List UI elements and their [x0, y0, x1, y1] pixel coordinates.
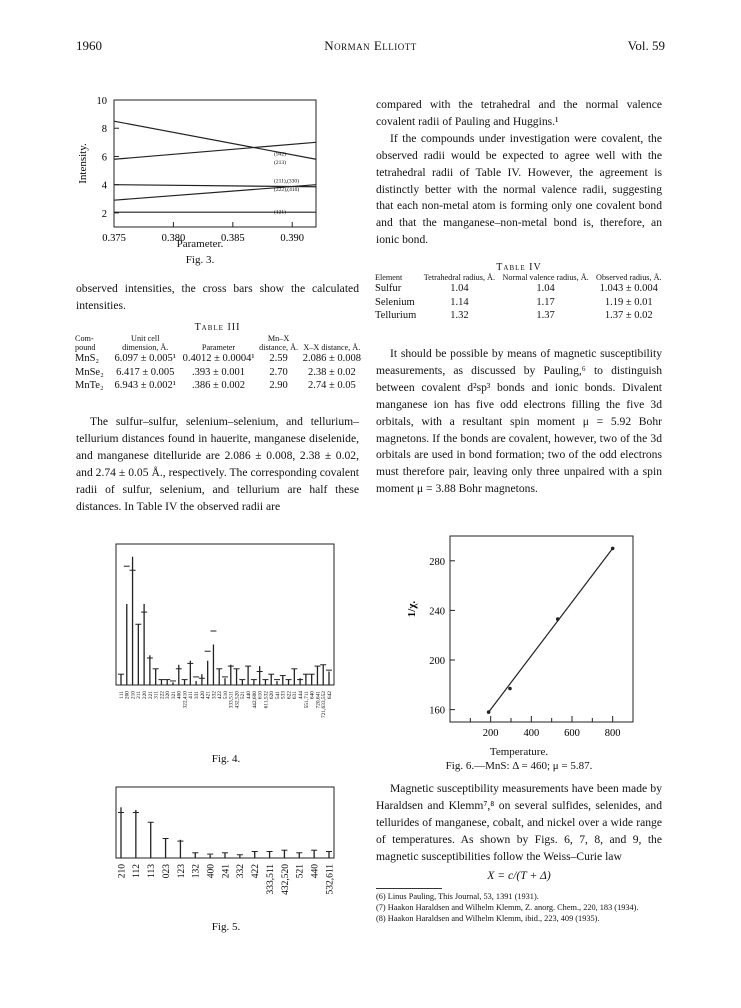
fig4-hkl-label: 620	[269, 691, 276, 700]
fig4-hkl-label: 510	[222, 691, 229, 700]
fig5-hkl-label: 123	[176, 864, 187, 879]
fig4-hkl-label: 551,711	[303, 691, 310, 709]
fig6-y-tick-label: 240	[429, 606, 445, 618]
fig5-hkl-label: 210	[117, 864, 128, 879]
fig3-line-label: (213)	[274, 160, 286, 167]
fig3-x-tick-label: 0.385	[221, 233, 245, 244]
table3-cell: .386 ± 0.002	[192, 380, 246, 391]
fig4-hkl-label: 432,520	[234, 691, 241, 709]
fig3-line-label: (121)	[274, 209, 286, 216]
table3-header-cell: Mn–X distance, Å.	[259, 334, 299, 352]
table3-title: Table III	[194, 322, 241, 333]
table4-cell: 1.043 ± 0.004	[599, 283, 658, 294]
fig5-chart	[112, 783, 340, 913]
table3-header-row	[73, 334, 363, 352]
fig4-hkl-label: 541	[274, 691, 281, 700]
right-column-mid	[376, 346, 662, 498]
fig5-caption: Fig. 5.	[211, 921, 241, 933]
fig4-chart	[112, 540, 340, 755]
page-number: 1960	[76, 38, 102, 53]
fig4-frame	[116, 544, 334, 685]
fig4-hkl-label: 322,410	[182, 691, 189, 709]
fig4-hkl-label: 611,532	[263, 691, 270, 709]
table3-cell: 2.086 ± 0.008	[302, 353, 361, 364]
fig6-data-point	[556, 617, 560, 621]
footnote-divider	[376, 888, 442, 889]
fig4-hkl-label: 331	[194, 691, 201, 700]
table4-header-row	[373, 273, 665, 282]
fig4-hkl-label: 320	[165, 691, 172, 700]
table3-cell: 6.943 ± 0.002¹	[114, 380, 176, 391]
table4-header-cell: Tetrahedral radius, Å.	[423, 273, 496, 282]
fig6-y-tick-label: 160	[429, 705, 445, 717]
table4-row	[373, 309, 665, 323]
table3-cell: 2.90	[269, 380, 288, 391]
right-column-top	[376, 97, 662, 249]
table4-cell: Selenium	[375, 296, 415, 308]
fig4-hkl-label: 332	[211, 691, 218, 700]
fig6-data-point	[508, 687, 512, 691]
fig6-data-point	[487, 710, 491, 714]
fig4-hkl-label: 720,641	[315, 691, 322, 709]
fig3-y-tick-label: 4	[101, 180, 107, 192]
volume-number: Vol. 59	[627, 38, 665, 53]
left-paragraph-2	[76, 414, 359, 515]
fig4-hkl-label: 631	[292, 691, 299, 700]
table4-cell: 1.04	[450, 283, 469, 294]
fig4-hkl-label: 411	[188, 691, 195, 699]
fig5-hkl-label: 521	[295, 864, 306, 879]
table3-header-cell: Com- pound	[75, 334, 96, 352]
table4-row	[373, 282, 665, 296]
fig4-hkl-label: 311	[153, 691, 160, 699]
right-para-2-text: If the compounds under investigation were covalent, the observed radii would be expected to agree well with the tetrahedral radii of Table IV. However, the agreement is distinctly better with the normal valence radii, suggesting that each non-metal atom is forming only one covalent bond and that the manganese–non-metal bond is, therefore, an ionic bond.	[376, 131, 662, 247]
fig5-hkl-label: 113	[147, 864, 158, 878]
fig3-xlabel: Parameter.	[176, 238, 224, 250]
footnotes	[376, 891, 668, 924]
right-para-3-text: It should be possible by means of magnetic susceptibility measurements, as discussed by Pauling,⁶ to distinguish between covalent d²sp³ bonds and ionic bonds. Divalent manganese ion has five odd electrons filling the five 3d orbitals, with a resultant spin moment μ = 5.92 Bohr magnetons. If the bonds are covalent, however, two of the 3d orbitals are used in bond formation; two of the odd electrons must therefore pair, leaving only three unpaired with a spin moment μ = 3.88 Bohr magnetons.	[376, 347, 662, 496]
figure-6	[395, 532, 655, 757]
fig4-hkl-label: 222	[159, 691, 166, 700]
running-header-author: Norman Elliott	[324, 38, 417, 53]
fig4-hkl-label: 442,600	[251, 691, 258, 709]
left-para-2-text: The sulfur–sulfur, selenium–selenium, and tellurium–tellurium distances found in hauerite, manganese diselenide, and manganese ditelluride are 2.086 ± 0.008, 2.38 ± 0.02, and 2.74 ± 0.05 Å., respectively. The corresponding covalent radii of sulfur, selenium, and tellurium are half these distances. In Table IV the observed radii are	[76, 415, 359, 513]
fig3-line-label: (211),(330)	[274, 178, 299, 185]
table3-cell: 2.38 ± 0.02	[307, 366, 356, 378]
table3-cell: MnSe₂	[75, 366, 104, 378]
fig3-y-tick-label: 10	[96, 96, 107, 107]
fig5-hkl-label: 023	[161, 864, 172, 879]
fig3-x-tick-label: 0.380	[161, 233, 186, 244]
fig5-hkl-label: 532,611	[325, 864, 336, 895]
fig6-x-tick-label: 600	[564, 728, 580, 739]
table4-title: Table IV	[496, 262, 542, 273]
table4-header-cell: Element	[375, 273, 403, 282]
table3-header-cell: X–X distance, Å.	[303, 343, 361, 352]
table3-cell: 2.70	[269, 366, 288, 378]
fig4-hkl-label: 642	[326, 691, 333, 700]
table3-header-cell: Unit cell dimension, Å.	[122, 334, 169, 352]
fig6-y-tick-label: 200	[429, 656, 445, 667]
fig4-hkl-label: 211	[136, 691, 143, 699]
table4-cell: 1.37	[536, 310, 555, 321]
table4-header-cell: Observed radius, Å.	[596, 273, 662, 282]
footnote-7: (7) Haakon Haraldsen and Wilhelm Klemm, Z. anorg. Chem., 220, 183 (1934).	[376, 903, 639, 912]
table3-cell: 0.4012 ± 0.0004¹	[182, 353, 255, 364]
fig5-hkl-label: 132	[191, 864, 202, 879]
fig4-hkl-label: 420	[199, 691, 206, 700]
figure-5	[112, 783, 340, 913]
table3-row	[73, 366, 363, 380]
table3-row	[73, 379, 363, 393]
table4-cell: Tellurium	[375, 310, 417, 321]
footnote-6: (6) Linus Pauling, This Journal, 53, 1391 (1931).	[376, 892, 539, 901]
fig6-fit-line	[489, 548, 613, 712]
table4-header-cell: Normal valence radius, Å.	[502, 273, 589, 282]
fig5-hkl-label: 422	[251, 864, 262, 879]
fig4-hkl-label: 421	[205, 691, 212, 700]
table3-cell: 6.417 ± 0.005	[116, 366, 175, 378]
table3-cell: 2.59	[269, 353, 288, 364]
fig3-caption: Fig. 3.	[185, 254, 215, 266]
table4-cell: Sulfur	[375, 283, 402, 294]
left-paragraph-1	[76, 281, 359, 315]
fig3-x-tick-label: 0.390	[280, 233, 305, 244]
fig5-hkl-label: 400	[206, 864, 217, 879]
table3-cell: MnS₂	[75, 353, 100, 364]
fig6-x-tick-label: 200	[482, 728, 499, 739]
fig6-x-tick-label: 400	[523, 728, 540, 739]
fig5-hkl-label: 333,511	[265, 864, 276, 895]
fig4-hkl-label: 422	[217, 691, 224, 700]
weiss-curie-equation: X = c/(T + Δ)	[487, 869, 551, 882]
table4-cell: 1.32	[450, 310, 469, 321]
fig5-hkl-label: 440	[310, 864, 321, 879]
fig4-hkl-label: 111	[118, 691, 125, 699]
fig5-hkl-label: 332	[236, 864, 247, 879]
fig6-y-tick-label: 280	[429, 556, 445, 568]
fig4-hkl-label: 610	[257, 691, 264, 700]
fig6-plot-frame	[450, 536, 633, 722]
left-para-1-text: observed intensities, the cross bars show the calculated intensities.	[76, 282, 359, 312]
table3-header-cell: Parameter	[201, 343, 236, 352]
fig3-y-tick-label: 2	[101, 208, 107, 220]
right-para-4-text: Magnetic susceptibility measurements have been made by Haraldsen and Klemm⁷,⁸ on several sulfides, selenides, and tellurides of manganese, cobalt, and nickel over a wide range of temperatures. As shown by Figs. 6, 7, 8, and 9, the magnetic susceptibilities follow the Weiss–Curie law	[376, 782, 662, 863]
table4-cell: 1.17	[536, 296, 555, 308]
fig4-hkl-label: 200	[124, 691, 131, 700]
table4-cell: 1.04	[536, 283, 555, 294]
fig3-y-tick-label: 6	[101, 152, 107, 164]
fig4-hkl-label: 220	[142, 691, 149, 700]
table4-row	[373, 296, 665, 310]
fig6-xlabel: Temperature.	[489, 746, 549, 758]
fig4-hkl-label: 533	[280, 691, 287, 700]
fig4-hkl-label: 721,633,552	[321, 691, 328, 718]
fig3-line-label: (942)	[274, 151, 286, 158]
fig4-hkl-label: 444	[298, 691, 305, 700]
fig3-line-label: (222),(410)	[274, 186, 300, 193]
fig4-hkl-label: 521	[240, 691, 247, 700]
fig6-chart	[395, 532, 655, 757]
fig3-x-tick-label: 0.375	[102, 233, 126, 244]
table4-cell: 1.14	[450, 296, 469, 308]
right-column-bottom	[376, 781, 662, 866]
table3-cell: 6.097 ± 0.005¹	[114, 353, 176, 364]
fig6-data-point	[611, 547, 615, 551]
fig4-hkl-label: 440	[246, 691, 253, 700]
fig4-hkl-label: 221	[147, 691, 154, 700]
fig6-y-axis-label: 1/χ.	[406, 600, 418, 618]
table-4	[373, 273, 665, 323]
fig5-hkl-label: 112	[132, 864, 143, 878]
fig4-hkl-label: 622	[286, 691, 293, 700]
fig4-hkl-label: 333,511	[228, 691, 235, 709]
table4-cell: 1.37 ± 0.02	[604, 310, 653, 321]
fig4-hkl-label: 400	[176, 691, 183, 700]
table3-cell: .393 ± 0.001	[192, 366, 246, 378]
table-3	[73, 334, 363, 393]
fig4-hkl-label: 210	[130, 691, 137, 700]
fig6-x-tick-label: 800	[604, 728, 621, 739]
table3-row	[73, 352, 363, 366]
figure-4	[112, 540, 340, 755]
fig3-y-axis-label: Intensity.	[77, 143, 89, 184]
fig4-hkl-label: 640	[309, 691, 316, 700]
fig5-hkl-label: 432,520	[280, 864, 291, 895]
fig6-caption: Fig. 6.—MnS: Δ = 460; μ = 5.87.	[445, 760, 593, 772]
table4-cell: 1.19 ± 0.01	[604, 296, 653, 308]
footnote-8: (8) Haakon Haraldsen and Wilhelm Klemm, ibid., 223, 409 (1935).	[376, 914, 600, 923]
fig5-hkl-label: 241	[221, 864, 232, 879]
table3-cell: MnTe₂	[75, 380, 104, 391]
right-para-1-text: compared with the tetrahedral and the normal valence covalent radii of Pauling and Huggins.¹	[376, 98, 662, 128]
fig4-caption: Fig. 4.	[211, 753, 241, 765]
fig3-y-tick-label: 8	[101, 124, 107, 136]
fig4-hkl-label: 321	[170, 691, 177, 700]
table3-cell: 2.74 ± 0.05	[307, 380, 356, 391]
